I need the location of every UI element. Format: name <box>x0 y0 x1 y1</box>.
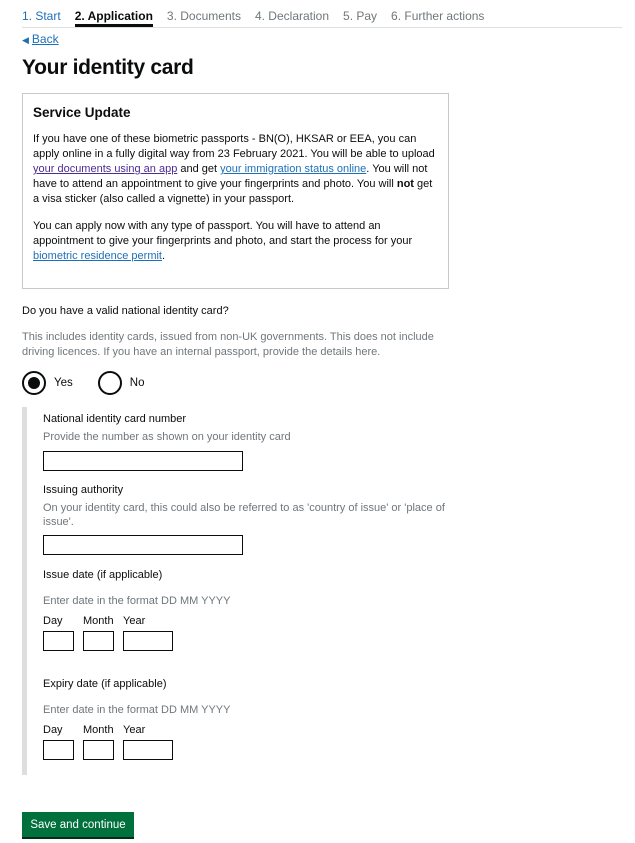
issuing-authority-input[interactable] <box>43 535 243 555</box>
expiry-month-label: Month <box>83 724 114 736</box>
emphasis: not <box>396 178 414 190</box>
issue-month-label: Month <box>83 615 114 627</box>
step-further-actions: 6. Further actions <box>391 9 485 23</box>
triangle-left-icon: ◀ <box>22 35 29 45</box>
expiry-month-input[interactable] <box>83 740 114 760</box>
card-number-hint: Provide the number as shown on your identity card <box>43 431 291 443</box>
issue-date-inputs <box>43 615 453 651</box>
text: . You will not have to attend an appointment to give your fingerprints and photo. You will <box>33 163 428 190</box>
service-update-title: Service Update <box>33 105 131 120</box>
expiry-date-label: Expiry date (if applicable) <box>43 678 167 690</box>
issuing-authority-label: Issuing authority <box>43 484 124 496</box>
step-pay: 5. Pay <box>343 9 378 23</box>
expiry-date-inputs <box>43 724 453 760</box>
conditional-details <box>22 407 452 775</box>
service-update-paragraph-2 <box>33 219 438 264</box>
radio-no-circle[interactable] <box>98 371 122 395</box>
brp-link[interactable]: biometric residence permit <box>33 250 162 262</box>
issue-date-hint: Enter date in the format DD MM YYYY <box>43 595 231 607</box>
text: If you have one of these biometric passports - BN(O), HKSAR or EEA, you can apply online in a fully digital way from 23 February 2021. You will be able to upload <box>33 133 435 160</box>
immigration-status-link[interactable]: your immigration status online <box>220 163 367 175</box>
back-link[interactable] <box>22 32 59 46</box>
expiry-date-hint: Enter date in the format DD MM YYYY <box>43 704 231 716</box>
radio-yes-circle[interactable] <box>22 371 46 395</box>
save-and-continue-button[interactable]: Save and continue <box>22 812 134 837</box>
identity-card-radios <box>22 371 169 395</box>
radio-yes[interactable] <box>22 371 73 395</box>
expiry-year-input[interactable] <box>123 740 173 760</box>
issue-day-label: Day <box>43 615 63 627</box>
text: get a visa sticker (also called a vignette) in your passport. <box>33 178 433 205</box>
issue-year-label: Year <box>123 615 146 627</box>
service-update-paragraph-1 <box>33 132 438 207</box>
text: and get <box>177 163 221 175</box>
issue-date-label: Issue date (if applicable) <box>43 569 163 581</box>
text: . <box>162 250 166 262</box>
question-label: Do you have a valid national identity card? <box>22 305 229 317</box>
step-start[interactable]: 1. Start <box>22 9 61 23</box>
issue-month-input[interactable] <box>83 631 114 651</box>
step-declaration: 4. Declaration <box>254 9 330 23</box>
issue-year-input[interactable] <box>123 631 173 651</box>
text: You can apply now with any type of passport. You will have to attend an appointment to give your fingerprints and photo, and start the process for your <box>33 220 413 247</box>
progress-steps <box>22 6 622 28</box>
radio-no[interactable] <box>98 371 145 395</box>
page-title: Your identity card <box>22 56 194 79</box>
step-application: 2. Application <box>75 6 153 27</box>
issue-day-input[interactable] <box>43 631 74 651</box>
issuing-authority-hint: On your identity card, this could also be referred to as 'country of issue' or 'place of issue'. <box>43 502 445 528</box>
expiry-day-input[interactable] <box>43 740 74 760</box>
radio-no-label[interactable]: No <box>129 377 145 389</box>
card-number-label: National identity card number <box>43 413 187 425</box>
step-documents: 3. Documents <box>166 9 241 23</box>
card-number-input[interactable] <box>43 451 243 471</box>
radio-yes-label[interactable]: Yes <box>54 377 73 389</box>
back-link-label: Back <box>31 32 59 46</box>
question-hint: This includes identity cards, issued from non-UK governments. This does not include driving licences. If you have an internal passport, provide the details here. <box>22 331 434 358</box>
expiry-day-label: Day <box>43 724 63 736</box>
documents-app-link[interactable]: your documents using an app <box>33 163 178 175</box>
service-update-panel <box>22 93 449 289</box>
expiry-year-label: Year <box>123 724 146 736</box>
